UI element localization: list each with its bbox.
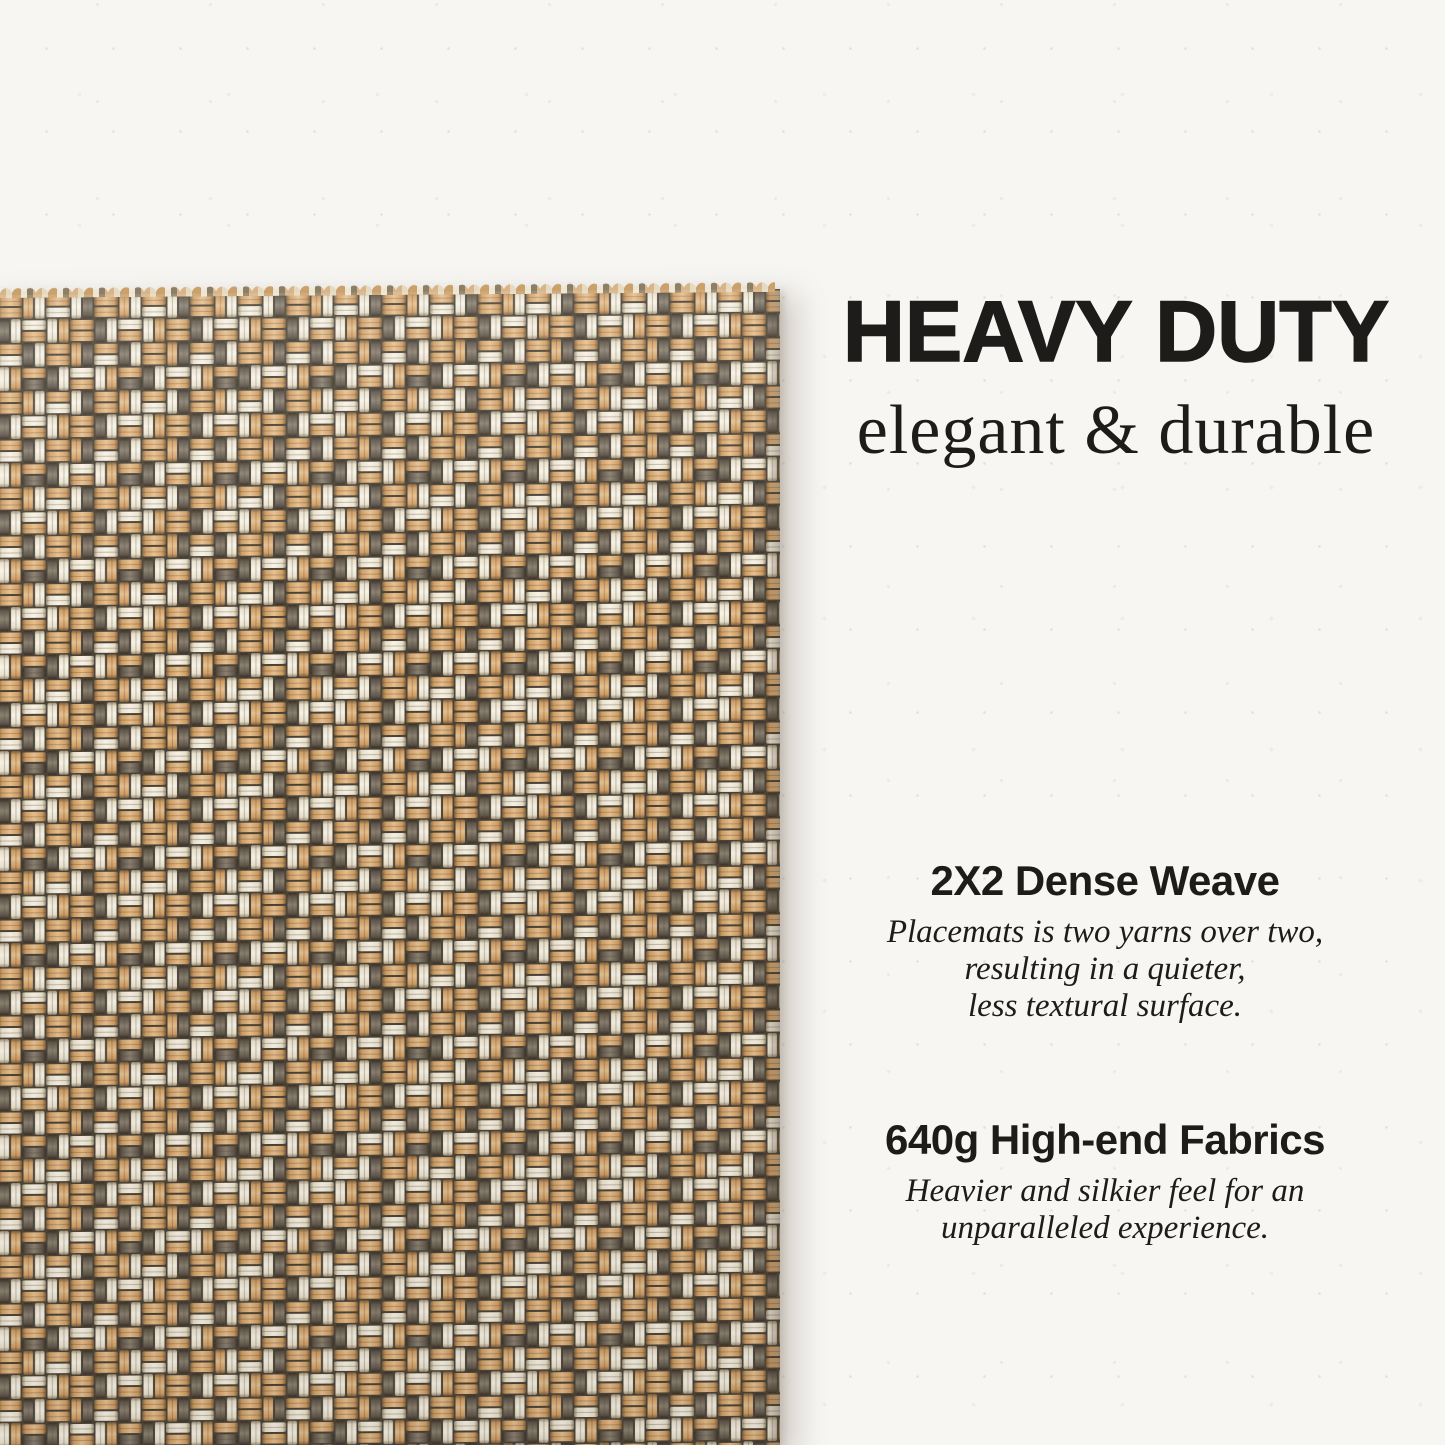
feature-dense-weave-line-1: Placemats is two yarns over two, [886, 914, 1324, 950]
feature-dense-weave [810, 858, 1400, 1025]
headline-title: HEAVY DUTY [842, 284, 1390, 380]
placemat-weave-texture [0, 289, 780, 1445]
feature-dense-weave-heading: 2X2 Dense Weave [930, 857, 1280, 904]
feature-dense-weave-line-3: less textural surface. [967, 988, 1243, 1024]
placemat-photo [0, 289, 780, 1445]
headline-block [836, 284, 1396, 471]
feature-dense-weave-line-2: resulting in a quieter, [964, 951, 1246, 987]
feature-fabric-weight-line-2: unparalleled experience. [940, 1210, 1270, 1246]
headline-subtitle: elegant & durable [856, 392, 1376, 469]
feature-fabric-weight [810, 1117, 1400, 1247]
feature-fabric-weight-line-1: Heavier and silkier feel for an [905, 1173, 1305, 1209]
feature-fabric-weight-heading: 640g High-end Fabrics [885, 1116, 1325, 1163]
